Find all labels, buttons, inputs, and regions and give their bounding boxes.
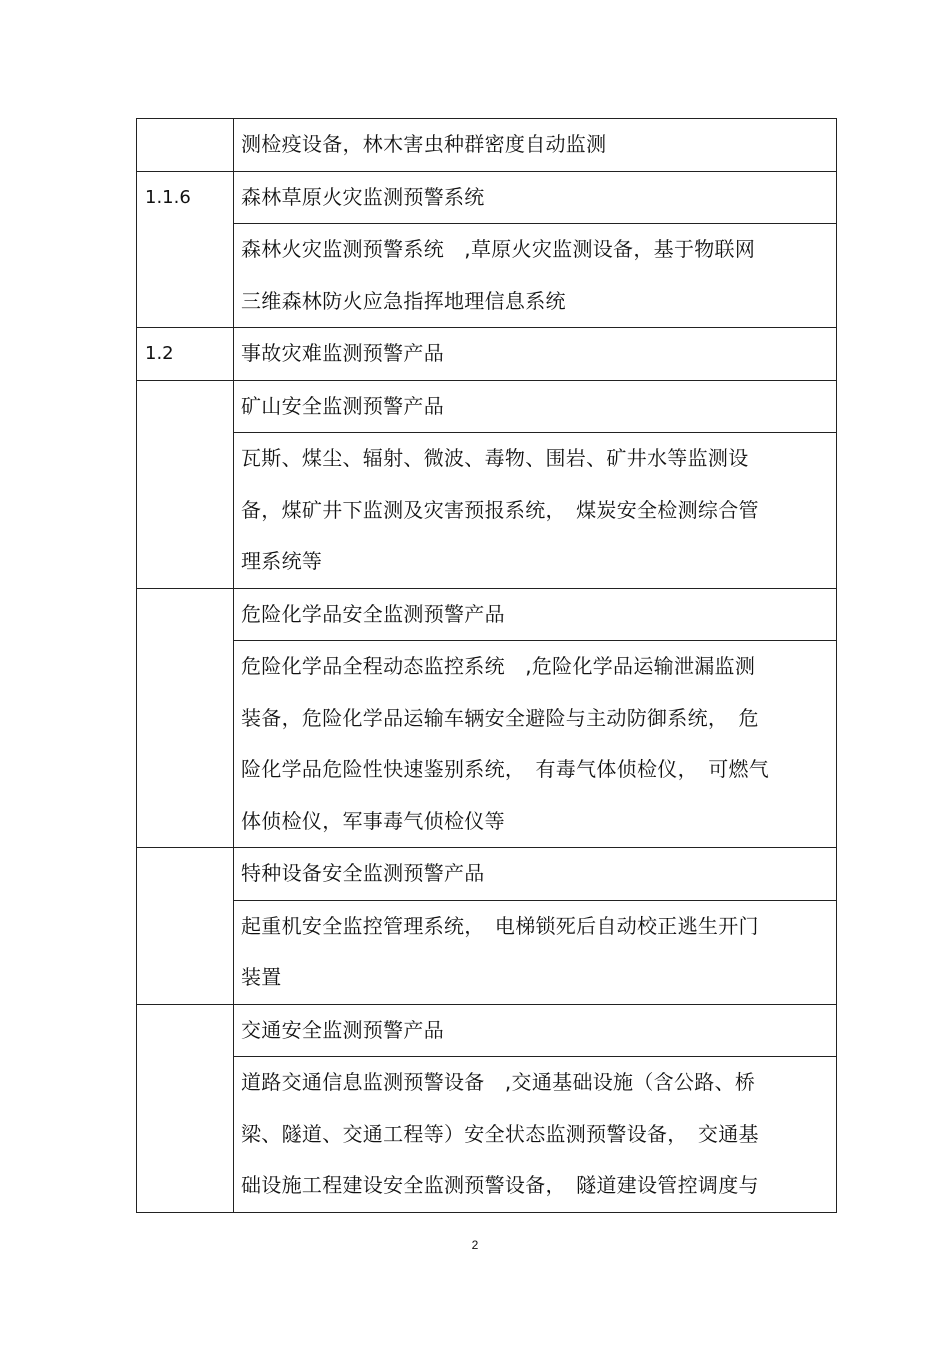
item-description: 危险化学品全程动态监控系统 ,危险化学品运输泄漏监测 装备，危险化学品运输车辆安全避险与主动防御系统， 危 险化学品危险性快速鉴别系统， 有毒气体侦检仪， 可燃气 体侦检仪，军事毒气侦检仪等 <box>234 641 837 848</box>
table-row <box>137 328 837 381</box>
item-description: 起重机安全监控管理系统， 电梯锁死后自动校正逃生开门 装置 <box>234 900 837 1004</box>
table-row <box>137 900 837 1004</box>
item-title: 矿山安全监测预警产品 <box>234 380 837 433</box>
item-number: 1.2 <box>137 328 234 381</box>
item-description: 测检疫设备，林木害虫种群密度自动监测 <box>234 119 837 172</box>
table-row <box>137 119 837 172</box>
item-title: 危险化学品安全监测预警产品 <box>234 588 837 641</box>
item-description: 森林火灾监测预警系统 ,草原火灾监测设备，基于物联网 三维森林防火应急指挥地理信息系统 <box>234 224 837 328</box>
table-row <box>137 1004 837 1057</box>
table-row <box>137 848 837 901</box>
item-title: 交通安全监测预警产品 <box>234 1004 837 1057</box>
item-number: 1.1.6 <box>137 171 234 328</box>
table-row <box>137 641 837 848</box>
table-row <box>137 380 837 433</box>
table-row <box>137 588 837 641</box>
item-number <box>137 119 234 172</box>
table-row <box>137 171 837 224</box>
table-row <box>137 1057 837 1213</box>
item-title: 特种设备安全监测预警产品 <box>234 848 837 901</box>
table-row <box>137 433 837 589</box>
table-row <box>137 224 837 328</box>
item-number <box>137 848 234 1005</box>
item-title: 事故灾难监测预警产品 <box>234 328 837 381</box>
item-number <box>137 380 234 588</box>
page-number: 2 <box>471 1238 479 1252</box>
item-number <box>137 588 234 848</box>
item-description: 瓦斯、煤尘、辐射、微波、毒物、围岩、矿井水等监测设 备，煤矿井下监测及灾害预报系统， 煤炭安全检测综合管 理系统等 <box>234 433 837 589</box>
item-number <box>137 1004 234 1212</box>
content-table <box>136 118 837 1213</box>
item-title: 森林草原火灾监测预警系统 <box>234 171 837 224</box>
item-description: 道路交通信息监测预警设备 ,交通基础设施（含公路、桥 梁、隧道、交通工程等）安全状态监测预警设备， 交通基 础设施工程建设安全监测预警设备， 隧道建设管控调度与 <box>234 1057 837 1213</box>
